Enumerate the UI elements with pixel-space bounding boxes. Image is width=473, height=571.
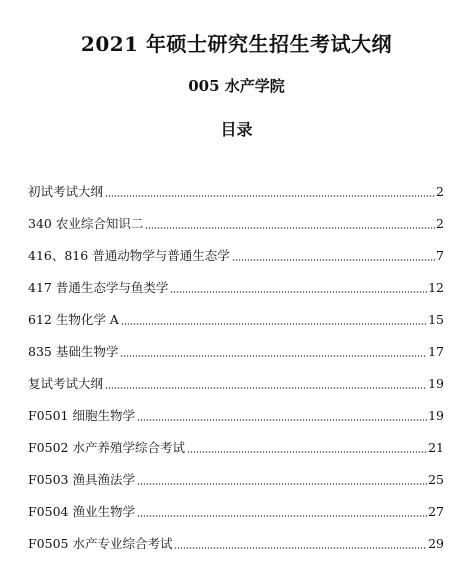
toc-dot-leader: [137, 482, 427, 486]
toc-entry-label: 417 普通生态学与鱼类学: [28, 280, 169, 295]
toc-page-number: 19: [428, 408, 444, 423]
toc-entry-label: F0502 水产养殖学综合考试: [28, 440, 185, 455]
toc-entry-label: 340 农业综合知识二: [28, 216, 144, 231]
toc-dot-leader: [232, 258, 435, 262]
toc-entry[interactable]: [28, 176, 444, 208]
toc-dot-leader: [105, 386, 427, 390]
toc-page-number: 25: [428, 472, 444, 487]
toc-dot-leader: [120, 354, 427, 358]
toc-page-number: 29: [428, 536, 444, 551]
toc-entry[interactable]: [28, 496, 444, 528]
toc-dot-leader: [174, 546, 427, 550]
document-title: 2021 年硕士研究生招生考试大纲: [80, 32, 393, 56]
toc-entry-label: F0503 渔具渔法学: [28, 472, 135, 487]
toc-dot-leader: [170, 290, 427, 294]
toc-entry[interactable]: [28, 528, 444, 560]
toc-dot-leader: [145, 226, 435, 230]
toc-dot-leader: [105, 194, 435, 198]
toc-page-number: 21: [428, 440, 444, 455]
toc-dot-leader: [137, 418, 427, 422]
toc-dot-leader: [137, 514, 427, 518]
toc-page-number: 15: [428, 312, 444, 327]
toc-dot-leader: [121, 322, 427, 326]
toc-entry[interactable]: [28, 304, 444, 336]
toc-page-number: 12: [428, 280, 444, 295]
toc-entry[interactable]: [28, 432, 444, 464]
toc-heading: 目录: [220, 120, 253, 139]
toc-entry-label: F0504 渔业生物学: [28, 504, 135, 519]
toc-page-number: 2: [436, 184, 444, 199]
toc-entry-label: 416、816 普通动物学与普通生态学: [28, 248, 230, 263]
toc-entry-label: 835 基础生物学: [28, 344, 119, 359]
toc-entry-label: 复试考试大纲: [28, 376, 104, 391]
toc-entry[interactable]: [28, 336, 444, 368]
toc-page-number: 2: [436, 216, 444, 231]
toc-page-number: 7: [436, 248, 444, 263]
toc-entry[interactable]: [28, 464, 444, 496]
department-title: 005 水产学院: [188, 77, 285, 95]
toc-page-number: 17: [428, 344, 444, 359]
toc-dot-leader: [187, 450, 427, 454]
toc-entry[interactable]: [28, 272, 444, 304]
toc-page-number: 27: [428, 504, 444, 519]
toc-entry-label: 初试考试大纲: [28, 184, 104, 199]
toc-entry[interactable]: [28, 240, 444, 272]
toc-entry-label: F0505 水产专业综合考试: [28, 536, 173, 551]
toc-entry[interactable]: [28, 400, 444, 432]
toc-entry-label: F0501 细胞生物学: [28, 408, 135, 423]
toc-entry[interactable]: [28, 368, 444, 400]
toc-page-number: 19: [428, 376, 444, 391]
toc-entry[interactable]: [28, 208, 444, 240]
toc-entry-label: 612 生物化学 A: [28, 312, 119, 327]
table-of-contents: [28, 176, 444, 560]
